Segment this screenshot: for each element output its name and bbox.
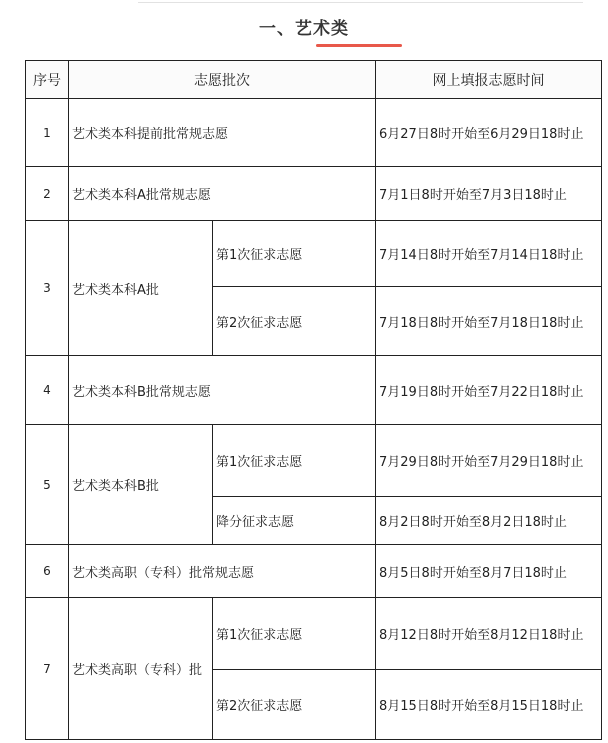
sub-batch-name: 第1次征求志愿: [213, 598, 376, 670]
fill-time: 7月18日8时开始至7月18日18时止: [376, 287, 602, 356]
table-row: [26, 356, 602, 425]
table-row: [26, 221, 602, 287]
header-batch: 志愿批次: [69, 61, 376, 99]
row-number: 7: [26, 598, 69, 740]
fill-time: 8月12日8时开始至8月12日18时止: [376, 598, 602, 670]
sub-batch-name: 第1次征求志愿: [213, 425, 376, 497]
fill-time: 8月15日8时开始至8月15日18时止: [376, 670, 602, 740]
fill-time: 7月14日8时开始至7月14日18时止: [376, 221, 602, 287]
sub-batch-name: 第1次征求志愿: [213, 221, 376, 287]
batch-name: 艺术类高职（专科）批: [69, 598, 213, 740]
table-row: [26, 167, 602, 221]
row-number: 1: [26, 99, 69, 167]
section-title: 一、艺术类: [259, 19, 349, 39]
row-number: 4: [26, 356, 69, 425]
section-title-underline: [316, 44, 402, 47]
fill-time: 6月27日8时开始至6月29日18时止: [376, 99, 602, 167]
schedule-table: [25, 60, 602, 740]
row-number: 6: [26, 545, 69, 598]
sub-batch-name: 第2次征求志愿: [213, 670, 376, 740]
header-time: 网上填报志愿时间: [376, 61, 602, 99]
table-row: [26, 99, 602, 167]
table-row: [26, 545, 602, 598]
batch-name: 艺术类本科B批: [69, 425, 213, 545]
top-divider: [138, 2, 583, 3]
sub-batch-name: 第2次征求志愿: [213, 287, 376, 356]
table-row: [26, 425, 602, 497]
row-number: 3: [26, 221, 69, 356]
fill-time: 8月2日8时开始至8月2日18时止: [376, 497, 602, 545]
batch-name: 艺术类本科A批常规志愿: [69, 167, 376, 221]
table-header-row: [26, 61, 602, 99]
batch-name: 艺术类高职（专科）批常规志愿: [69, 545, 376, 598]
fill-time: 7月1日8时开始至7月3日18时止: [376, 167, 602, 221]
header-no: 序号: [26, 61, 69, 99]
batch-name: 艺术类本科提前批常规志愿: [69, 99, 376, 167]
fill-time: 7月19日8时开始至7月22日18时止: [376, 356, 602, 425]
fill-time: 7月29日8时开始至7月29日18时止: [376, 425, 602, 497]
batch-name: 艺术类本科B批常规志愿: [69, 356, 376, 425]
row-number: 2: [26, 167, 69, 221]
fill-time: 8月5日8时开始至8月7日18时止: [376, 545, 602, 598]
row-number: 5: [26, 425, 69, 545]
sub-batch-name: 降分征求志愿: [213, 497, 376, 545]
batch-name: 艺术类本科A批: [69, 221, 213, 356]
table-row: [26, 598, 602, 670]
